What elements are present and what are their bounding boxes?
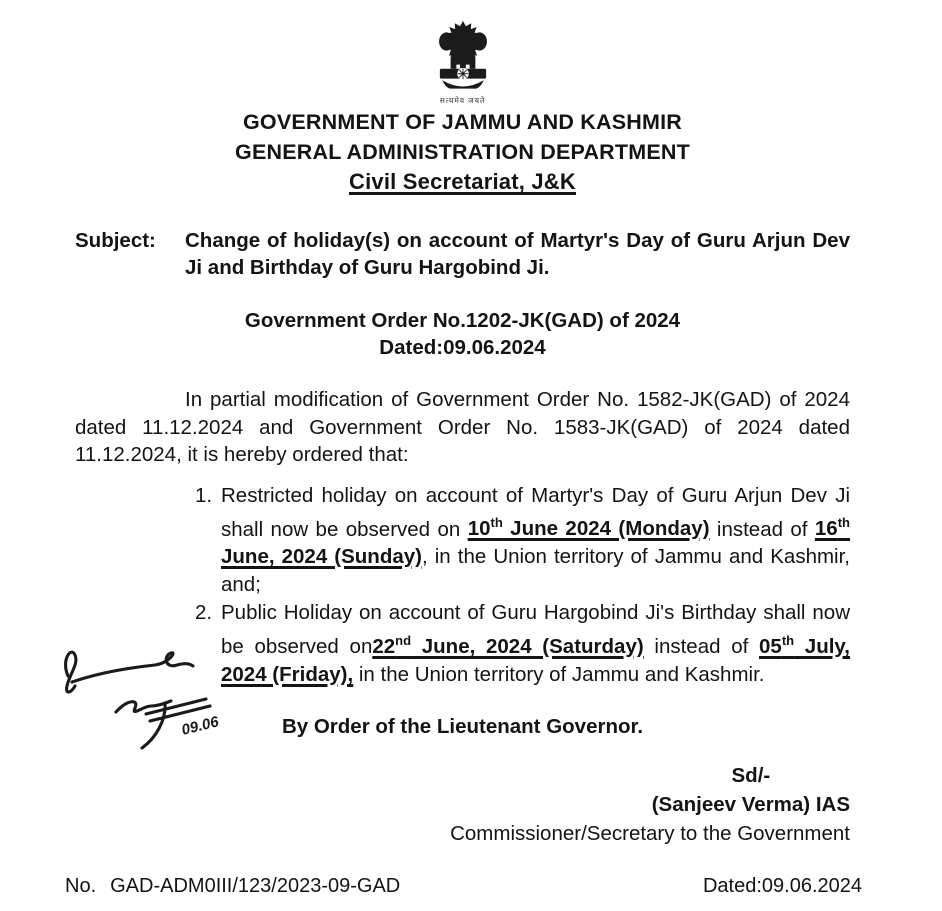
by-order-line: By Order of the Lieutenant Governor.	[281, 715, 644, 739]
item1-new-date	[468, 517, 710, 540]
signatory-block	[450, 761, 850, 848]
header-secretariat-line	[75, 168, 850, 196]
preamble-paragraph: In partial modification of Government Order No. 1582-JK(GAD) of 2024 dated 11.12.2024 and Government Order No. 1583-JK(GAD) of 2024 dated 11.12.2024, it is hereby ordered that:	[75, 388, 850, 466]
item2-old-date-day: 05	[759, 635, 782, 659]
item1-old-date-ordinal: th	[837, 515, 850, 531]
subject-text: Change of holiday(s) on account of Martyr's Day of Guru Arjun Dev Ji and Birthday of Guru Hargobind Ji.	[185, 229, 850, 279]
item2-new-date	[372, 635, 643, 658]
handwritten-signature	[56, 640, 266, 755]
national-emblem	[75, 20, 850, 106]
subject-label: Subject:	[75, 229, 156, 252]
item1-old-date-rest: June, 2024 (Sunday)	[221, 545, 422, 569]
item2-new-date-rest: June, 2024 (Saturday)	[411, 635, 644, 659]
signatory-name: (Sanjeev Verma) IAS	[651, 793, 850, 817]
item2-old-date-rest: July, 2024 (Friday),	[221, 635, 850, 687]
item1-new-date-ordinal: th	[490, 515, 503, 531]
file-reference	[65, 874, 400, 898]
list-item	[195, 599, 850, 689]
item2-new-date-day: 22	[372, 635, 396, 659]
signature-scrawl-icon	[56, 640, 266, 750]
item2-seg1: Public Holiday on account of Guru Hargobind Ji's Birthday shall now be observed on	[221, 601, 850, 659]
order-date-line: Dated:09.06.2024	[379, 336, 546, 359]
item-number: 1.	[195, 483, 213, 507]
item1-seg3: , in the Union territory of Jammu and Kashmir, and;	[221, 545, 850, 597]
signatory-name-block	[652, 761, 850, 819]
emblem-motto-text: सत्यमेव जयते	[439, 96, 486, 105]
item1-old-date-day: 16	[814, 517, 838, 541]
subject-row	[75, 227, 850, 281]
item1-new-date-rest: June 2024 (Monday)	[502, 517, 710, 541]
item-text	[221, 482, 850, 600]
footer-date: Dated:09.06.2024	[702, 875, 862, 897]
item2-seg2: instead of	[643, 635, 759, 659]
item-text	[221, 599, 850, 689]
item2-new-date-ordinal: nd	[395, 633, 412, 649]
header-secretariat-text: Civil Secretariat, J&K	[349, 169, 576, 194]
signature-date-note: 09.06	[179, 713, 221, 739]
sd-notation: Sd/-	[731, 764, 771, 788]
signatory-designation: Commissioner/Secretary to the Government	[450, 822, 850, 846]
footer-row	[65, 874, 862, 898]
file-reference-label: No.	[65, 875, 97, 897]
ashoka-lion-capital-icon	[421, 20, 505, 96]
order-number-line: Government Order No.1202-JK(GAD) of 2024	[244, 309, 681, 332]
ordered-items	[195, 482, 850, 690]
item1-seg2: instead of	[709, 517, 815, 541]
item2-seg3: in the Union territory of Jammu and Kashmir.	[353, 663, 765, 687]
item-number: 2.	[195, 601, 213, 625]
item1-seg1: Restricted holiday on account of Martyr's Day of Guru Arjun Dev Ji shall now be observed on	[221, 483, 850, 541]
header-department-title: GENERAL ADMINISTRATION DEPARTMENT	[235, 140, 690, 164]
item1-new-date-day: 10	[467, 517, 491, 541]
file-reference-number: GAD-ADM0III/123/2023-09-GAD	[110, 875, 401, 897]
list-item	[195, 482, 850, 600]
header-government-title: GOVERNMENT OF JAMMU AND KASHMIR	[243, 110, 682, 134]
item2-old-date-ordinal: th	[781, 633, 795, 649]
